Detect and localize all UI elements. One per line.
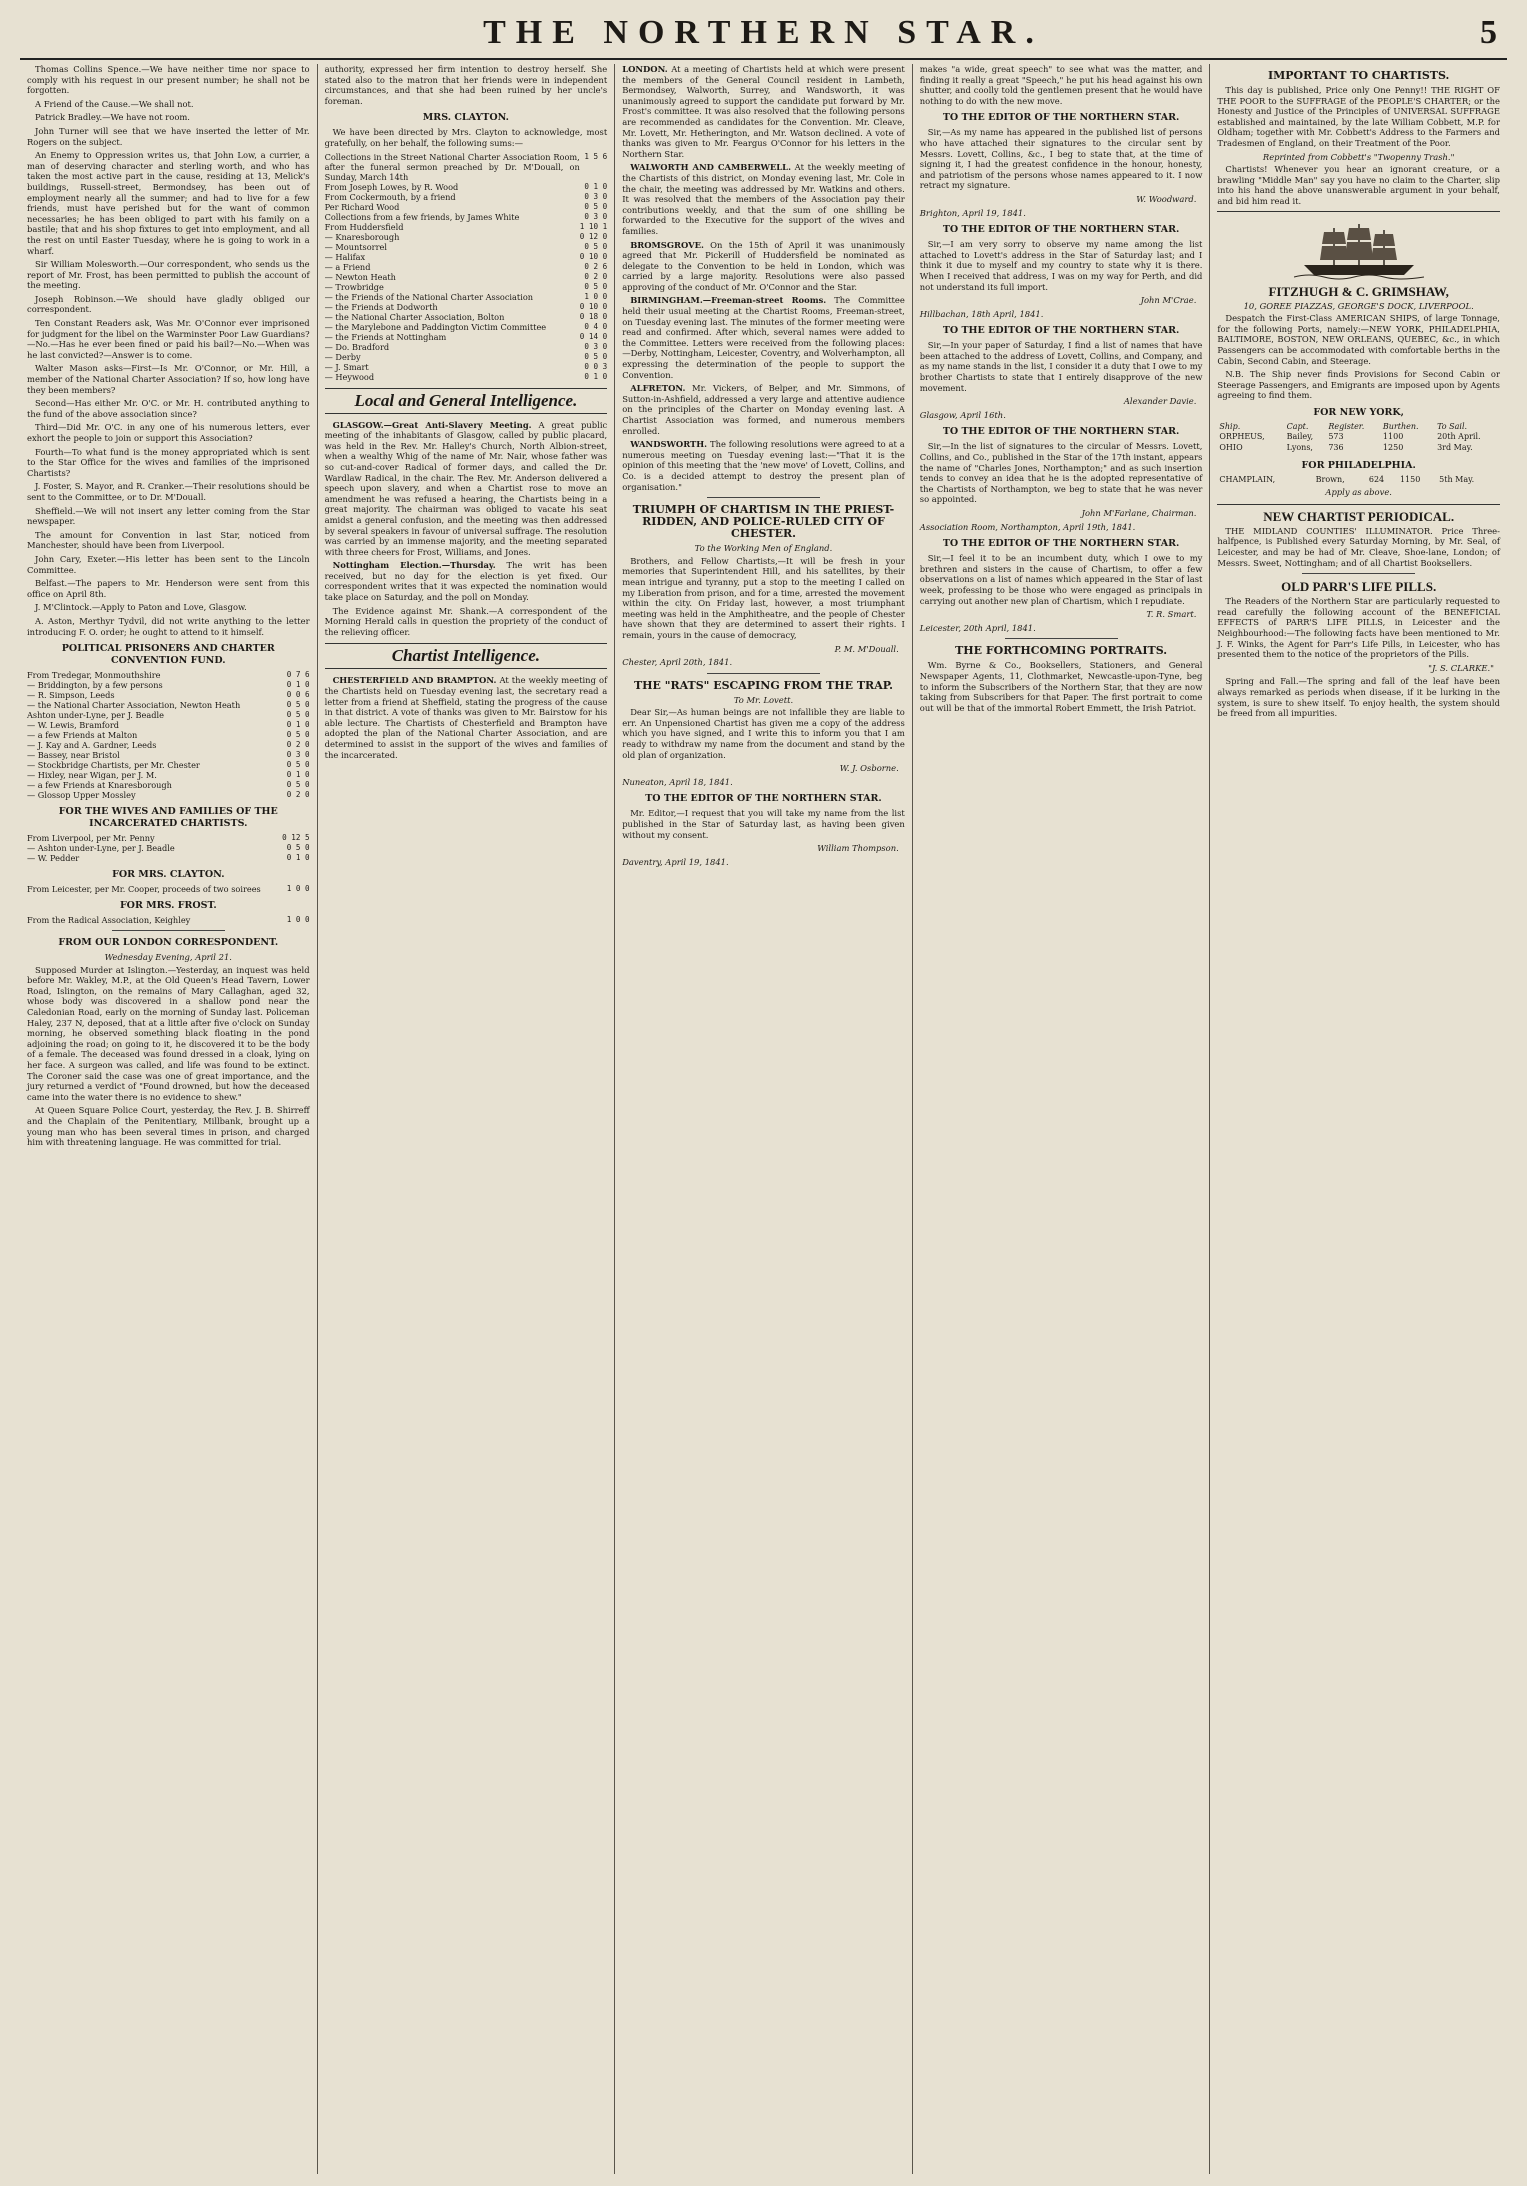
signature: W. Woodward. <box>1136 193 1197 204</box>
subscription-source: From Leicester, per Mr. Cooper, proceeds of two soirees <box>27 884 261 895</box>
clayton-row <box>325 182 608 192</box>
correspondent-note: John Turner will see that we have inserted the letter of Mr. Rogers on the subject. <box>27 125 310 147</box>
signature: W. J. Osborne. <box>839 763 899 774</box>
correspondent-note: Third—Did Mr. O'C. in any one of his numerous letters, ever exhort the people to join or support this Association? <box>27 422 310 443</box>
ad-text: The Readers of the Northern Star are particularly requested to read carefully the following account of the BENEFICIAL EFFECTS of PARR'S LIFE PILLS, in Leicester and the Neighbourhood:—The following facts have been mentioned to Mr. J. F. Winks, the Agent for Parr's Life Pills, in Leicester, who has presented them to the notice of the proprietors of the Pills. <box>1217 596 1500 660</box>
article-text: makes "a wide, great speech" to see what was the matter, and finding it really a great "Speech," he put his head against his own shutter, and coolly told the gentlemen present that he would have nothing to do with the new move. <box>919 64 1203 106</box>
fund-row <box>27 915 310 925</box>
article-body: The writ has been received, but no day for the election is yet fixed. Our correspondent writes that it was expected the nomination would take place on Saturday, and the poll on Monday. <box>324 560 608 603</box>
correspondent-note: Thomas Collins Spence.—We have neither time nor space to comply with his request in our present number; he shall not be forgotten. <box>27 64 310 96</box>
fund-row <box>27 740 310 750</box>
subscription-source: — Ashton under-Lyne, per J. Beadle <box>27 843 175 854</box>
subscription-amount: 1 0 0 <box>286 915 310 925</box>
dateline: Brighton, April 19, 1841. <box>919 207 1026 218</box>
clayton-row <box>325 212 608 222</box>
subscription-amount: 0 10 0 <box>579 251 608 261</box>
subscription-source: — the Marylebone and Paddington Victim Committee <box>324 321 547 332</box>
ad-text: Spring and Fall.—The spring and fall of the leaf have been always remarked as periods when disease, if it be lurking in the system, is sure to shew itself. To enjoy health, the system should be freed from all impurities. <box>1217 676 1500 719</box>
article-body: The Committee held their usual meeting at the Chartist Rooms, Freeman-street, on Tuesday evening last. The minutes of the former meeting were read and confirmed. After which, several names were added to the Committee. Letters were received from the following places:—Derby, Nottingham, Leicester, Coventry, and Wolverhampton, all expressing the determination of the people to support the Convention. <box>622 295 905 380</box>
article-heading: BIRMINGHAM.—Freeman-street Rooms. <box>630 295 827 306</box>
subscription-source: — Newton Heath <box>324 271 396 282</box>
london-correspondent-heading: FROM OUR LONDON CORRESPONDENT. <box>58 937 279 949</box>
clayton-row <box>325 362 608 372</box>
dateline: Association Room, Northampton, April 19th, 1841. <box>919 521 1136 532</box>
ad-text: This day is published, Price only One Penny!! THE RIGHT OF THE POOR to the SUFFRAGE of the PEOPLE'S CHARTER; or the Honesty and Justice of the Principles of UNIVERSAL SUFFRAGE established and maintained, by the late William Cobbett, M.P. for Oldham; together with Mr. Cobbett's Address to the Farmers and Tradesmen of England, on their Treatment of the Poor. <box>1217 85 1500 148</box>
clayton-row <box>325 302 608 312</box>
fund-row <box>27 710 310 720</box>
article-body: Mr. Vickers, of Belper, and Mr. Simmons, of Sutton-in-Ashfield, addressed a very large and attentive audience on the principles of the Charter on Monday evening last. A Chartist Association was formed, and numerous members enrolled. <box>622 383 905 436</box>
london-date: Wednesday Evening, April 21. <box>104 952 232 963</box>
correspondent-note: Patrick Bradley.—We have not room. <box>35 112 190 123</box>
sailing-cell: OHIO <box>1219 443 1243 453</box>
fund-heading-4: FOR MRS. FROST. <box>119 900 217 912</box>
subscription-amount: 0 1 0 <box>286 770 310 780</box>
article-text <box>325 675 608 760</box>
signature: P. M. M'Douall. <box>834 643 899 654</box>
subscription-amount: 0 0 3 <box>584 361 608 371</box>
fund-row <box>27 690 310 700</box>
fund-row <box>27 720 310 730</box>
subscription-source: Ashton under-Lyne, per J. Beadle <box>27 710 164 721</box>
subscription-amount: 0 5 0 <box>286 730 310 740</box>
fund-table-2 <box>27 833 310 863</box>
subscription-source: From the Radical Association, Keighley <box>27 915 191 926</box>
masthead-rule <box>20 58 1507 60</box>
columns <box>20 64 1507 2174</box>
sailing-cell: 3rd May. <box>1437 443 1473 453</box>
sailing-cell: 624 <box>1368 474 1385 484</box>
letter-heading: TO THE EDITOR OF THE NORTHERN STAR. <box>942 224 1180 236</box>
divider <box>1302 573 1415 574</box>
subscription-amount: 1 5 6 <box>584 151 608 161</box>
subscription-amount: 1 0 0 <box>286 884 310 894</box>
subscription-source: — the Friends at Dodworth <box>324 301 438 312</box>
article-text: authority, expressed her firm intention to destroy herself. She stated also to the matron that her friends were in independent circumstances, and that she had been ruined by her uncle's foreman. <box>324 64 608 106</box>
subscription-source: — a few Friends at Malton <box>27 730 138 741</box>
subscription-source: — W. Pedder <box>27 853 80 864</box>
sailing-header-cell: To Sail. <box>1437 421 1468 431</box>
subscription-amount: 0 0 6 <box>286 690 310 700</box>
sailing-header-row <box>1217 422 1500 433</box>
sailing-cell: Lyons, <box>1286 443 1313 453</box>
divider <box>112 930 225 931</box>
divider <box>707 673 820 674</box>
article-text <box>622 162 905 236</box>
fund-heading: POLITICAL PRISONERS AND CHARTER CONVENTION FUND. <box>61 643 275 667</box>
clayton-row <box>325 152 608 182</box>
subscription-source: From Tredegar, Monmouthshire <box>27 670 161 681</box>
subscription-amount: 0 5 0 <box>286 710 310 720</box>
sailing-cell: 5th May. <box>1439 474 1475 484</box>
letter-heading: TO THE EDITOR OF THE NORTHERN STAR. <box>942 538 1180 550</box>
article-body: At the weekly meeting of the Chartists of this district, on Monday evening last, Mr. Cole in the chair, the meeting was addressed by Mr. Watkins and others. It was resolved that the members of the Association pay their contributions weekly, and that the sum of one shilling be forwarded to the Executive for the support of the wives and families. <box>622 162 905 236</box>
subscription-source: — a few Friends at Knaresborough <box>27 780 172 791</box>
sailing-header-cell: Register. <box>1328 421 1365 431</box>
sailing-cell: 1250 <box>1382 443 1404 453</box>
clayton-row <box>325 272 608 282</box>
article-text: Mr. Editor,—I request that you will take my name from the list published in the Star of Saturday last, as having been given without my consent. <box>622 808 905 840</box>
column-1 <box>20 64 318 2174</box>
subscription-amount: 0 2 0 <box>584 271 608 281</box>
sailing-header-cell: Ship. <box>1219 421 1241 431</box>
correspondent-note: Walter Mason asks—First—Is Mr. O'Connor, or Mr. Hill, a member of the National Charter Association? If so, how long have they been members? <box>27 363 310 395</box>
sailing-row <box>1217 475 1500 486</box>
article-text <box>622 439 905 492</box>
subscription-source: — the Friends of the National Charter Association <box>324 291 534 302</box>
fund-row <box>27 843 310 853</box>
subscription-source: From Cockermouth, by a friend <box>324 191 456 202</box>
subscription-source: — the National Charter Association, Bolton <box>324 311 505 322</box>
clayton-row <box>325 242 608 252</box>
ad-text: N.B. The Ship never finds Provisions for Second Cabin or Steerage Passengers, and Emigrants are imposed upon by Agents agreeing to find them. <box>1217 369 1500 401</box>
subscription-amount: 0 12 0 <box>579 231 608 241</box>
fund-row <box>27 770 310 780</box>
subscription-source: — Halifax <box>324 251 366 262</box>
sailing-cell: Bailey, <box>1286 432 1314 442</box>
dateline: Hillbachan, 18th April, 1841. <box>919 308 1044 319</box>
portraits-heading: THE FORTHCOMING PORTRAITS. <box>955 644 1168 658</box>
subscription-source: — Briddington, by a few persons <box>27 680 163 691</box>
clayton-row <box>325 372 608 382</box>
correspondent-note: Belfast.—The papers to Mr. Henderson were sent from this office on April 8th. <box>27 578 310 599</box>
subscription-amount: 0 18 0 <box>579 311 608 321</box>
article-text: Wm. Byrne & Co., Booksellers, Stationers, and General Newspaper Agents, 11, Clothmarket, Newcastle-upon-Tyne, beg to inform the Subscribers of the Northern Star, that they are now taking from Subscribers for that Paper. The first portrait to come out will be that of the immortal Robert Emmett, the Irish Patriot. <box>919 660 1203 713</box>
article-body: A great public meeting of the inhabitants of Glasgow, called by public placard, was held in the Rev. Mr. Halley's Church, North Albion-street, when a wealthy Whig of the name of Mr. Nair, whose father was so cut-and-cover Radical of former days, and called the Dr. Wardlaw Radical, in the chair. The Rev. Mr. Anderson delivered a speech upon slavery, and when a Chartist rose to move an amendment he was refused a hearing, the Chartists being in a great majority. The chairman was obliged to vacate his seat amidst a general confusion, and the meeting was then addressed by several speakers in favour of universal suffrage. The resolution was carried by an immense majority, and the meeting separated with three cheers for Frost, Williams, and Jones. <box>324 419 608 557</box>
subscription-source: — Mountsorrel <box>324 241 387 252</box>
column-3 <box>615 64 913 2174</box>
masthead <box>20 8 1507 58</box>
correspondent-note: J. M'Clintock.—Apply to Paton and Love, Glasgow. <box>35 602 247 613</box>
subscription-amount: 0 5 0 <box>286 780 310 790</box>
article-text <box>325 420 608 558</box>
letter-heading: TO THE EDITOR OF THE NORTHERN STAR. <box>645 793 882 805</box>
subscription-amount: 0 5 0 <box>286 760 310 770</box>
correspondent-note: Second—Has either Mr. O'C. or Mr. H. contributed anything to the fund of the above association since? <box>27 398 310 419</box>
subscription-source: — Bassey, near Bristol <box>27 750 120 761</box>
subscription-amount: 0 7 6 <box>286 670 310 680</box>
subscription-source: From Joseph Lowes, by R. Wood <box>324 181 459 192</box>
fund-row <box>27 700 310 710</box>
subscription-amount: 0 5 0 <box>584 201 608 211</box>
signature: T. R. Smart. <box>1146 609 1197 620</box>
ad-text: Chartists! Whenever you hear an ignorant creature, or a brawling "Middle Man" say you have no claim to the Charter, slip into his hand the above unanswerable argument in your behalf, and bid him read it. <box>1217 164 1500 206</box>
subscription-source: — Do. Bradford <box>324 341 390 352</box>
article-body: The following resolutions were agreed to at a numerous meeting on Tuesday evening last:—"That it is the opinion of this meeting that the 'new move' of Lovett, Collins, and Co. is a decided attempt to destroy the present plan of organisation." <box>622 439 905 492</box>
shipping-firm-name: FITZHUGH & C. GRIMSHAW, <box>1268 283 1449 299</box>
triumph-heading: TRIUMPH OF CHARTISM IN THE PRIEST-RIDDEN, AND POLICE-RULED CITY OF CHESTER. <box>632 503 895 541</box>
sailing-header-cell: Burthen. <box>1382 421 1419 431</box>
subscription-amount: 0 2 0 <box>286 790 310 800</box>
subscription-source: From Huddersfield <box>324 221 404 232</box>
fund-row <box>27 680 310 690</box>
subscription-amount: 0 5 0 <box>584 241 608 251</box>
correspondent-note: Sir William Molesworth.—Our correspondent, who sends us the report of Mr. Frost, has been permitted to publish the account of the meeting. <box>27 259 310 291</box>
article-heading: WALWORTH AND CAMBERWELL. <box>630 162 791 173</box>
signature: William Thompson. <box>817 843 899 854</box>
clayton-row <box>325 322 608 332</box>
article-text: Sir,—I am very sorry to observe my name among the list attached to Lovett's address in the Star of Saturday last; and I think it due to myself and my country to state why it is there. When I received that address, I was on my way for Perth, and did not understand its full import. <box>919 239 1203 292</box>
clayton-row <box>325 342 608 352</box>
parr-heading: OLD PARR'S LIFE PILLS. <box>1281 579 1437 595</box>
article-body: At a meeting of Chartists held at which were present the members of the General Council resident in Lambeth, Bermondsey, Walworth, Surrey, and Wandsworth, it was unanimously agreed to support the candidate put forward by Mr. Frost's committee. It was also resolved that the following persons are recommended as candidates for the Convention. Mr. Cleave, Mr. Lovett, Mr. Hetherington, and Mr. Watson declined. A vote of thanks was given to Mr. Feargus O'Connor for his letters in the Northern Star. <box>622 64 905 159</box>
article-text: We have been directed by Mrs. Clayton to acknowledge, most gratefully, on her behalf, the following sums:— <box>324 127 608 148</box>
subscription-source: — Hixley, near Wigan, per J. M. <box>27 770 157 781</box>
clayton-row <box>325 332 608 342</box>
correspondent-note: Fourth—To what fund is the money appropriated which is sent to the Star Office for the wives and families of the imprisoned Chartists? <box>27 446 310 478</box>
subscription-amount: 0 3 0 <box>286 750 310 760</box>
article-heading: WANDSWORTH. <box>630 439 708 450</box>
ad-text: Despatch the First-Class AMERICAN SHIPS, of large Tonnage, for the following Ports, namely:—NEW YORK, PHILADELPHIA, BALTIMORE, BOSTON, NEW ORLEANS, QUEBEC, &c., in which Passengers can be accommodated with comfortable berths in the Cabin, Second Cabin, and Steerage. <box>1217 313 1500 366</box>
subscription-source: Collections in the Street National Charter Association Room, after the funeral sermon preached by Dr. M'Douall, on Sunday, March 14th <box>324 151 580 182</box>
sailing-table-2 <box>1217 475 1500 486</box>
fund-table-3 <box>27 884 310 894</box>
correspondent-note: John Cary, Exeter.—His letter has been sent to the Lincoln Committee. <box>27 553 310 575</box>
shipping-advert <box>1217 211 1500 505</box>
divider <box>707 497 820 498</box>
masthead-title: THE NORTHERN STAR. <box>483 14 1044 51</box>
subscription-amount: 0 3 0 <box>584 211 608 221</box>
sailing-cell: Brown, <box>1315 474 1345 484</box>
subscription-source: From Liverpool, per Mr. Penny <box>27 833 155 844</box>
correspondent-note: An Enemy to Oppression writes us, that John Low, a currier, a man of deserving character and sterling worth, and who has taken the most active part in the cause, residing at 13, Melick's buildings, Russell-street, Bermondsey, has been out of employment nearly all the summer; and had to live for a few friends, must have perished but for the want of common necessaries; he has been obliged to part with his family on a bastile; that and his shop fixtures to get into employment, and all the rest on until Easter Tuesday, where he is going to work in a wharf. <box>27 150 310 256</box>
article-text: Sir,—I feel it to be an incumbent duty, which I owe to my brethren and sisters in the cause of Chartism, to offer a few observations on a list of names which appeared in the Star of last week, professing to be those who were engaged as principals in carrying out another new plan of Chartism, which I repudiate. <box>919 553 1203 606</box>
subscription-amount: 0 1 0 <box>584 181 608 191</box>
clayton-row <box>325 202 608 212</box>
article-text <box>622 240 905 293</box>
sailing-cell: 20th April. <box>1437 432 1481 442</box>
subscription-amount: 0 14 0 <box>579 331 608 341</box>
article-text <box>622 295 905 380</box>
triumph-subheading: To the Working Men of England. <box>694 543 833 554</box>
apply-note: Apply as above. <box>1325 487 1392 498</box>
clayton-heading: MRS. CLAYTON. <box>422 112 509 124</box>
correspondent-note: The amount for Convention in last Star, noticed from Manchester, should have been from Liverpool. <box>27 529 310 551</box>
fund-table-4 <box>27 915 310 925</box>
fund-row <box>27 833 310 843</box>
correspondent-note: J. Foster, S. Mayor, and R. Cranker.—Their resolutions should be sent to the Committee, or to Dr. M'Douall. <box>27 481 310 502</box>
subscription-amount: 0 1 0 <box>286 720 310 730</box>
sailing-table <box>1217 422 1500 454</box>
periodical-heading: NEW CHARTIST PERIODICAL. <box>1263 508 1455 524</box>
clayton-row <box>325 192 608 202</box>
subscription-source: — Glossop Upper Mossley <box>27 790 136 801</box>
dateline: Nuneaton, April 18, 1841. <box>622 776 733 787</box>
subscription-amount: 0 3 0 <box>584 191 608 201</box>
clayton-row <box>325 232 608 242</box>
rats-subheading: To Mr. Lovett. <box>733 694 794 705</box>
fund-row <box>27 884 310 894</box>
article-text: Dear Sir,—As human beings are not infallible they are liable to err. An Unpensioned Chartist has given me a copy of the address which you have signed, and I write this to inform you that I am ready to withdraw my name from the document and stand by the old plan of organization. <box>622 707 905 760</box>
letter-heading: TO THE EDITOR OF THE NORTHERN STAR. <box>942 112 1180 124</box>
article-body: At the weekly meeting of the Chartists held on Tuesday evening last, the secretary read a letter from a friend at Sheffield, stating the progress of the cause in that district. A vote of thanks was given to Mr. Bairstow for his able lecture. The Chartists of Chesterfield and Brampton have adopted the plan of the National Charter Association, and are determined to assist in the support of the wives and families of the incarcerated. <box>324 675 608 760</box>
subscription-source: — J. Smart <box>324 361 369 372</box>
clayton-table <box>325 152 608 382</box>
sailing-cell: ORPHEUS, <box>1219 432 1265 442</box>
article-body: On the 15th of April it was unanimously agreed that Mr. Pickerill of Huddersfield be nominated as delegate to the Convention to be held in London, which was carried by a large majority. Resolutions were also passed approving of the conduct of Mr. O'Connor and the Star. <box>622 239 905 292</box>
article-heading: ALFRETON. <box>630 383 686 394</box>
signature: John M'Crae. <box>1140 295 1197 306</box>
subscription-source: Per Richard Wood <box>324 201 400 212</box>
fund-row <box>27 750 310 760</box>
subscription-source: — Trowbridge <box>324 281 384 292</box>
subscription-amount: 0 5 0 <box>584 281 608 291</box>
subscription-source: — R. Simpson, Leeds <box>27 690 115 701</box>
subscription-amount: 0 5 0 <box>286 700 310 710</box>
subscription-source: — the National Charter Association, Newton Heath <box>27 700 241 711</box>
subscription-amount: 0 1 0 <box>584 371 608 381</box>
shipping-address: 10, GOREE PIAZZAS, GEORGE'S DOCK, LIVERPOOL. <box>1243 300 1474 311</box>
section-heading-chartist: Chartist Intelligence. <box>325 643 608 669</box>
clayton-row <box>325 312 608 322</box>
subscription-amount: 0 2 0 <box>286 740 310 750</box>
clayton-row <box>325 252 608 262</box>
dateline: Daventry, April 19, 1841. <box>622 856 729 867</box>
sailing-ship-icon <box>1294 220 1424 280</box>
fund-row <box>27 790 310 800</box>
subscription-amount: 0 12 5 <box>282 833 310 843</box>
subscription-source: — J. Kay and A. Gardner, Leeds <box>27 740 157 751</box>
fund-row <box>27 670 310 680</box>
fund-row <box>27 853 310 863</box>
article-heading: CHESTERFIELD AND BRAMPTON. <box>332 675 497 686</box>
correspondents-list <box>27 64 310 637</box>
article-text: At Queen Square Police Court, yesterday, the Rev. J. B. Shirreff and the Chaplain of the Penitentiary, Millbank, brought up a young man who has been several times in prison, and charged him with threatening language. He was committed for trial. <box>27 1105 310 1148</box>
sailing-row <box>1217 432 1500 443</box>
divider <box>1005 638 1118 639</box>
column-5 <box>1210 64 1507 2174</box>
clayton-row <box>325 352 608 362</box>
sailing-cell: 1150 <box>1399 474 1421 484</box>
article-text <box>325 560 608 602</box>
subscription-source: — Knaresborough <box>324 231 400 242</box>
subscription-amount: 0 5 0 <box>286 843 310 853</box>
signature: Alexander Davie. <box>1123 396 1197 407</box>
article-text: Sir,—In your paper of Saturday, I find a list of names that have been attached to the address of Lovett, Collins, and Company, and as my name stands in the list, I consider it a duty that I owe to my brother Chartists to state that I entirely disapprove of the new movement. <box>919 340 1203 393</box>
article-text: The Evidence against Mr. Shank.—A correspondent of the Morning Herald calls in question the propriety of the conduct of the relieving officer. <box>324 605 608 637</box>
fund-row <box>27 730 310 740</box>
fund-row <box>27 780 310 790</box>
dateline: Chester, April 20th, 1841. <box>622 657 733 668</box>
subscription-amount: 0 1 0 <box>286 680 310 690</box>
fund-table <box>27 670 310 800</box>
subscription-amount: 0 3 0 <box>584 341 608 351</box>
destination-heading: FOR NEW YORK, <box>1313 406 1404 418</box>
subscription-amount: 0 2 6 <box>584 261 608 271</box>
sailing-cell: 1100 <box>1382 432 1404 442</box>
fund-row <box>27 760 310 770</box>
letter-heading: TO THE EDITOR OF THE NORTHERN STAR. <box>942 325 1180 337</box>
sailing-cell: 573 <box>1328 432 1344 442</box>
destination-heading: FOR PHILADELPHIA. <box>1301 459 1416 471</box>
article-text <box>622 64 905 159</box>
correspondent-note: A Friend of the Cause.—We shall not. <box>35 98 194 109</box>
sailing-row <box>1217 443 1500 454</box>
subscription-amount: 1 0 0 <box>584 291 608 301</box>
article-heading: Nottingham Election.—Thursday. <box>332 560 496 571</box>
section-heading-local: Local and General Intelligence. <box>325 388 608 414</box>
article-heading: GLASGOW.—Great Anti-Slavery Meeting. <box>332 419 532 430</box>
clayton-row <box>325 282 608 292</box>
subscription-amount: 0 1 0 <box>286 853 310 863</box>
ad-text: THE MIDLAND COUNTIES' ILLUMINATOR. Price Three-halfpence, is Published every Saturday Morning, by Mr. Seal, of Leicester, and may be had of Mr. Cleave, Shoe-lane, London; of Messrs. Sweet, Nottingham; and of all Chartist Booksellers. <box>1217 525 1500 568</box>
article-text: Sir,—As my name has appeared in the published list of persons who have attached their signatures to the circular sent by Messrs. Lovett, Collins, &c., I beg to state that, at the time of signing it, I had the greatest confidence in the honour, honesty, and patriotism of the persons whose names appeared to it. I now retract my signature. <box>919 127 1203 191</box>
fund-heading-3: FOR MRS. CLAYTON. <box>112 869 225 881</box>
rats-heading: THE "RATS" ESCAPING FROM THE TRAP. <box>633 678 894 692</box>
article-heading: BROMSGROVE. <box>630 239 704 250</box>
dateline: Leicester, 20th April, 1841. <box>919 622 1036 633</box>
signature: "J. S. CLARKE." <box>1428 662 1494 673</box>
subscription-amount: 0 5 0 <box>584 351 608 361</box>
important-heading: IMPORTANT TO CHARTISTS. <box>1267 69 1450 82</box>
sailing-header-cell: Capt. <box>1286 421 1309 431</box>
correspondent-note: Ten Constant Readers ask, Was Mr. O'Connor ever imprisoned for judgment for the libel on the Warminster Poor Law Guardians?—No.—Has he ever been fined or paid his bail?—No.—When was he last convicted?—Answer is to come. <box>27 318 310 360</box>
column-4 <box>913 64 1211 2174</box>
article-text: Supposed Murder at Islington.—Yesterday, an inquest was held before Mr. Wakley, M.P., at the Old Queen's Head Tavern, Lower Road, Islington, on the remains of Mary Callaghan, aged 32, whose body was discovered in a shallow pond near the Caledonian Road, early on the morning of Sunday last. Policeman Haley, 237 N, deposed, that at a little after five o'clock on Sunday morning, he observed something black floating in the pond adjoining the road; on going to it, he discovered it to be the body of a female. The deceased was found dressed in a cloak, lying on her face. A surgeon was called, and life was found to be extinct. The Coroner said the case was one of great importance, and the jury returned a verdict of "Found drowned, but how the deceased came into the water there is no evidence to shew." <box>27 964 310 1102</box>
sailing-cell: 736 <box>1328 443 1344 453</box>
fund-heading-2: FOR THE WIVES AND FAMILIES OF THE INCARCERATED CHARTISTS. <box>58 806 278 830</box>
subscription-amount: 0 4 0 <box>584 321 608 331</box>
letter-heading: TO THE EDITOR OF THE NORTHERN STAR. <box>942 426 1180 438</box>
correspondent-note: A. Aston, Merthyr Tydvil, did not write anything to the letter introducing F. O. order; he ought to attend to it himself. <box>27 615 310 637</box>
subscription-source: — a Friend <box>324 261 371 272</box>
subscription-amount: 1 10 1 <box>579 221 608 231</box>
correspondent-note: Joseph Robinson.—We should have gladly obliged our correspondent. <box>27 293 310 315</box>
clayton-row <box>325 262 608 272</box>
sailing-cell: CHAMPLAIN, <box>1219 474 1276 484</box>
subscription-source: — Stockbridge Chartists, per Mr. Chester <box>27 760 200 771</box>
article-text <box>622 383 905 436</box>
article-text: Sir,—In the list of signatures to the circular of Messrs. Lovett, Collins, and Co., published in the Star of the 17th instant, appears the name of "Charles Jones, Northampton;" and as such insertion tends to convey an idea that he is the adopted representative of the Chartists of Northampton, we beg to state that he was never so appointed. <box>919 441 1203 505</box>
reprinted-note: Reprinted from Cobbett's "Twopenny Trash." <box>1262 151 1455 162</box>
subscription-source: Collections from a few friends, by James White <box>324 211 520 222</box>
dateline: Glasgow, April 16th. <box>919 409 1006 420</box>
article-text: Brothers, and Fellow Chartists,—It will be fresh in your memories that Superintendent Hill, and his satellites, by their mean intrigue and tyranny, put a stop to the meeting I called on my Liberation from prison, and for a time, arrested the movement within the city. On Friday last, however, a most triumphant meeting was held in the Amphitheatre, and the people of Chester have shown that they are determined to assert their rights. I remain, yours in the cause of democracy, <box>622 555 905 640</box>
clayton-row <box>325 222 608 232</box>
page-number: 5 <box>1480 14 1497 51</box>
column-2 <box>318 64 616 2174</box>
subscription-source: — W. Lewis, Bramford <box>27 720 119 731</box>
subscription-source: — the Friends at Nottingham <box>324 331 447 342</box>
subscription-source: — Heywood <box>324 371 375 382</box>
signature: John M'Farlane, Chairman. <box>1081 508 1197 518</box>
subscription-source: — Derby <box>324 351 361 362</box>
clayton-row <box>325 292 608 302</box>
subscription-amount: 0 10 0 <box>579 301 608 311</box>
article-heading: LONDON. <box>622 64 668 74</box>
correspondent-note: Sheffield.—We will not insert any letter coming from the Star newspaper. <box>27 505 310 527</box>
